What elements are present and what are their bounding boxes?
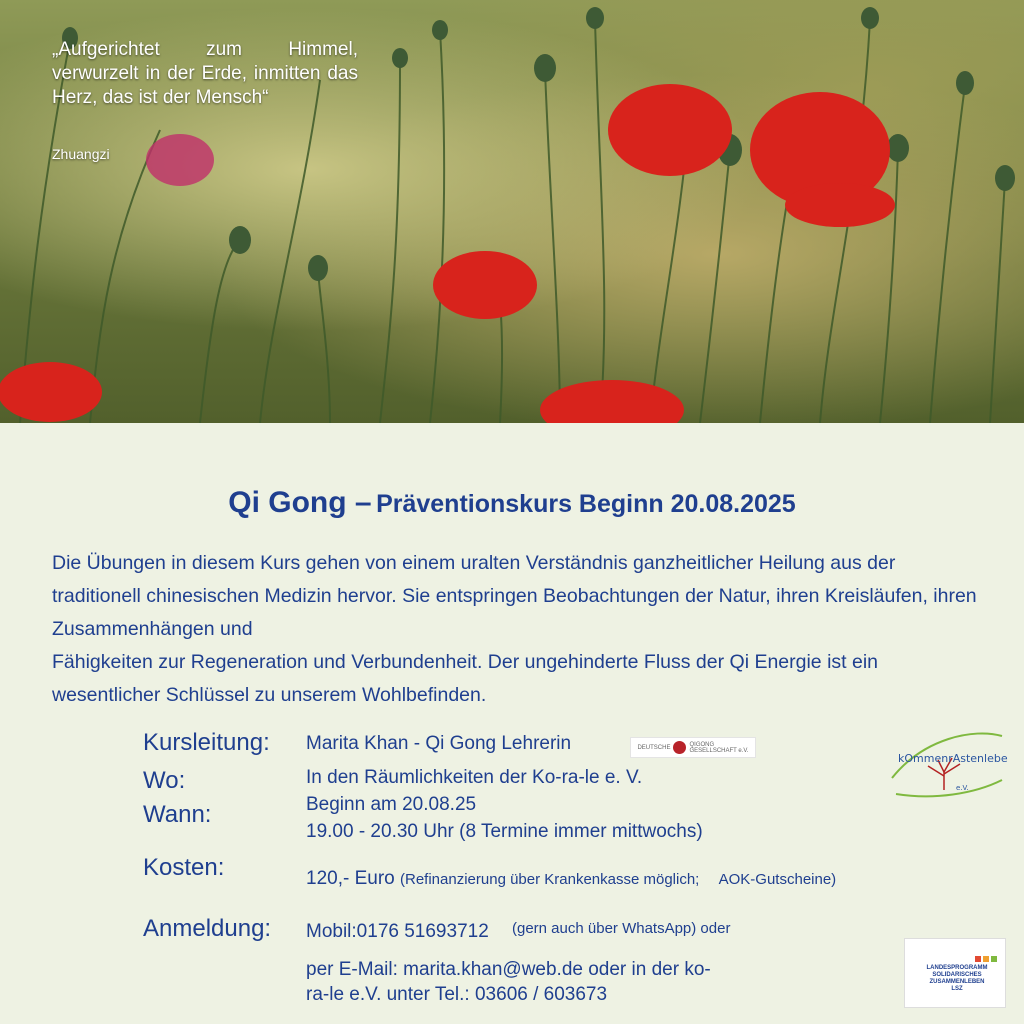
wo-value: In den Räumlichkeiten der Ko-ra-le e. V. [306, 767, 643, 788]
anmeldung-label: Anmeldung: [143, 915, 272, 942]
wann-label: Wann: [143, 801, 212, 828]
korale-logo-ev: e.V. [956, 784, 969, 792]
kursleitung-label: Kursleitung: [143, 729, 270, 756]
page-title [0, 486, 1024, 520]
wann-value-time: 19.00 - 20.30 Uhr (8 Termine immer mittwochs) [306, 821, 703, 842]
title-main: Qi Gong – [228, 486, 372, 519]
anmeldung-email-line-1: per E-Mail: marita.khan@web.de oder in der ko- [306, 959, 711, 980]
quote-author: Zhuangzi [52, 146, 110, 162]
wann-value-start: Beginn am 20.08.25 [306, 794, 477, 815]
lsz-logo-abbr: LSZ [951, 986, 963, 992]
dqgg-logo [630, 737, 756, 758]
quote-text: „Aufgerichtet zum Himmel, verwurzelt in der Erde, inmitten das Herz, das ist der Mensch“ [52, 39, 358, 108]
kosten-amount: 120,- Euro [306, 868, 395, 889]
lsz-square-icon [983, 956, 989, 962]
anmeldung-mobil: Mobil:0176 51693712 [306, 921, 489, 942]
lsz-logo [904, 938, 1006, 1008]
lsz-square-icon [991, 956, 997, 962]
dqgg-logo-right1: QIGONG [689, 741, 715, 748]
course-description [52, 547, 982, 712]
lsz-square-icon [975, 956, 981, 962]
lsz-logo-text [913, 965, 1001, 993]
dqgg-logo-left: DEUTSCHE [637, 744, 671, 751]
description-paragraph-1: Die Übungen in diesem Kurs gehen von einem uralten Verständnis ganzheitlicher Heilung aus der traditionell chinesischen Medizin hervor. Sie entspringen Beobachtungen der Natur, ihren Kreisläufen, ihren Zusammenhängen und [52, 552, 977, 640]
poppy-field-photo [0, 0, 1024, 423]
dqgg-logo-right2: GESELLSCHAFT e.V. [689, 747, 749, 754]
kosten-note-2: AOK-Gutscheine) [718, 871, 837, 888]
korale-logo [884, 728, 1008, 802]
kursleitung-value: Marita Khan - Qi Gong Lehrerin [306, 733, 572, 754]
anmeldung-email-line-2: ra-le e.V. unter Tel.: 03606 / 603673 [306, 984, 608, 1005]
anmeldung-whatsapp: (gern auch über WhatsApp) oder [512, 920, 731, 937]
description-paragraph-2: Fähigkeiten zur Regeneration und Verbundenheit. Der ungehinderte Fluss der Qi Energie ist ein wesentlicher Schlüssel zu unserem Wohlbefinden. [52, 651, 879, 706]
lsz-logo-label: LANDESPROGRAMM SOLIDARISCHES ZUSAMMENLEBEN [926, 965, 988, 985]
title-sub: Präventionskurs Beginn 20.08.2025 [376, 490, 796, 518]
dqgg-seal-icon [673, 741, 686, 754]
korale-logo-text: kOmmenrAstenleben [898, 752, 1008, 765]
korale-tree-icon [884, 728, 1008, 802]
kosten-value [306, 868, 836, 890]
kosten-note-1: (Refinanzierung über Krankenkasse möglich; [400, 871, 700, 888]
wo-label: Wo: [143, 767, 186, 794]
kosten-label: Kosten: [143, 854, 225, 881]
